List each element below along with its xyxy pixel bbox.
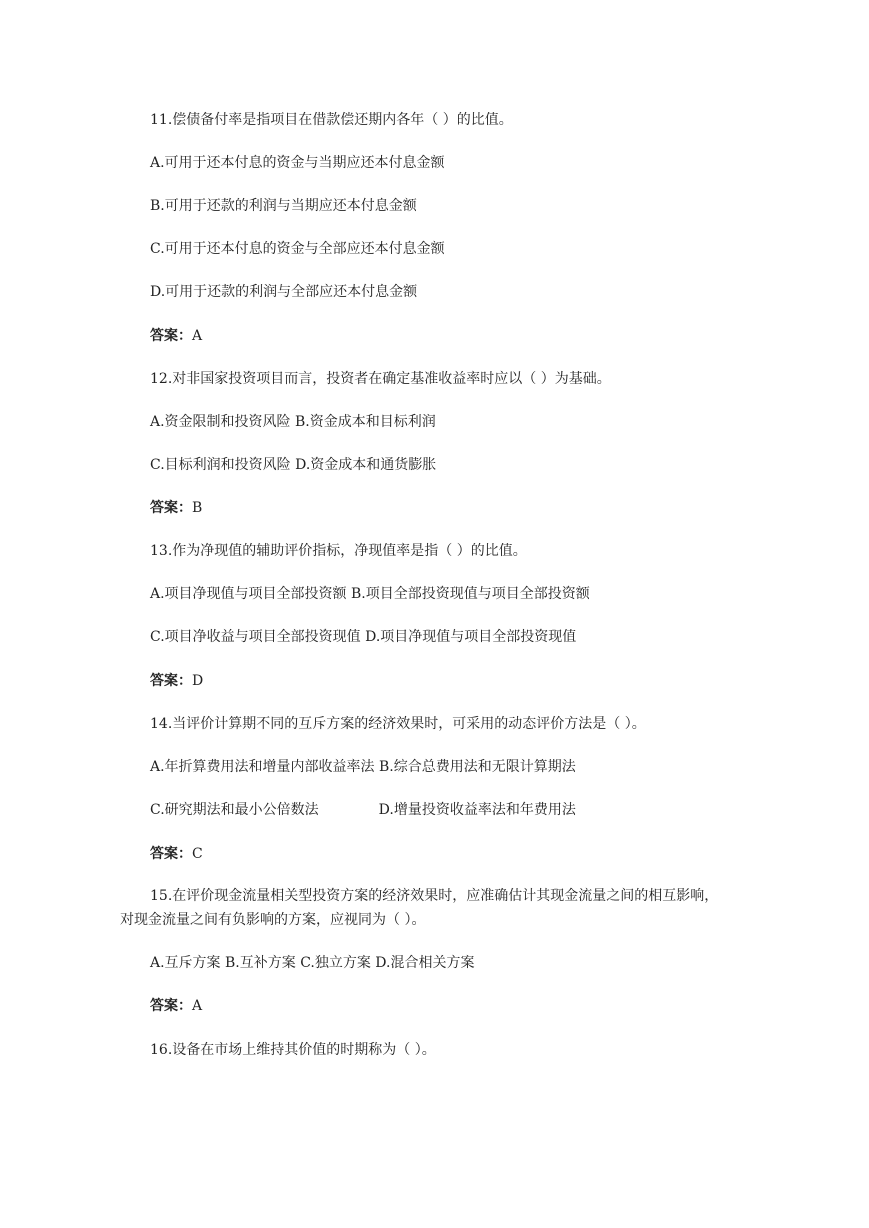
question-14-option-c: C.研究期法和最小公倍数法 [150,802,319,818]
question-14-options-ab: A.年折算费用法和增量内部收益率法 B.综合总费用法和无限计算期法 [150,759,576,775]
question-14-answer [150,845,203,863]
answer-label: 答案： [150,998,192,1014]
question-11-option-b: B.可用于还款的利润与当期应还本付息金额 [150,198,417,214]
answer-value: B [192,500,203,516]
question-13-options-ab: A.项目净现值与项目全部投资额 B.项目全部投资现值与项目全部投资额 [150,586,590,602]
question-12-options-ab: A.资金限制和投资风险 B.资金成本和目标利润 [150,414,436,430]
question-11-stem: 11.偿债备付率是指项目在借款偿还期内各年（ ）的比值。 [150,112,513,128]
question-12-options-cd: C.目标利润和投资风险 D.资金成本和通货膨胀 [150,457,437,473]
answer-value: C [192,846,203,862]
question-14-options-cd [150,801,576,819]
question-12-answer [150,499,202,517]
question-11-option-a: A.可用于还本付息的资金与当期应还本付息金额 [150,155,445,171]
answer-label: 答案： [150,673,192,689]
answer-value: A [192,328,203,344]
question-14-option-d: D.增量投资收益率法和年费用法 [378,802,576,818]
question-13-answer [150,672,203,690]
answer-value: D [192,673,204,689]
question-15-options: A.互斥方案 B.互补方案 C.独立方案 D.混合相关方案 [150,955,475,971]
question-11-answer [150,327,202,345]
question-12-stem: 12.对非国家投资项目而言，投资者在确定基准收益率时应以（ ）为基础。 [150,371,611,387]
answer-value: A [192,998,203,1014]
question-13-options-cd: C.项目净收益与项目全部投资现值 D.项目净现值与项目全部投资现值 [150,629,577,645]
question-16-stem: 16.设备在市场上维持其价值的时期称为（ ）。 [150,1042,436,1058]
answer-label: 答案： [150,328,192,344]
question-15-stem: 15.在评价现金流量相关型投资方案的经济效果时，应准确估计其现金流量之间的相互影响，对现金流量之间有负影响的方案，应视同为（ ）。 [120,888,719,928]
question-11-option-c: C.可用于还本付息的资金与全部应还本付息金额 [150,241,445,257]
answer-label: 答案： [150,846,192,862]
answer-label: 答案： [150,500,192,516]
question-14-stem: 14.当评价计算期不同的互斥方案的经济效果时，可采用的动态评价方法是（ ）。 [150,716,646,732]
question-13-stem: 13.作为净现值的辅助评价指标，净现值率是指（ ）的比值。 [150,543,527,559]
question-15-answer [150,997,202,1015]
question-11-option-d: D.可用于还款的利润与全部应还本付息金额 [150,284,418,300]
